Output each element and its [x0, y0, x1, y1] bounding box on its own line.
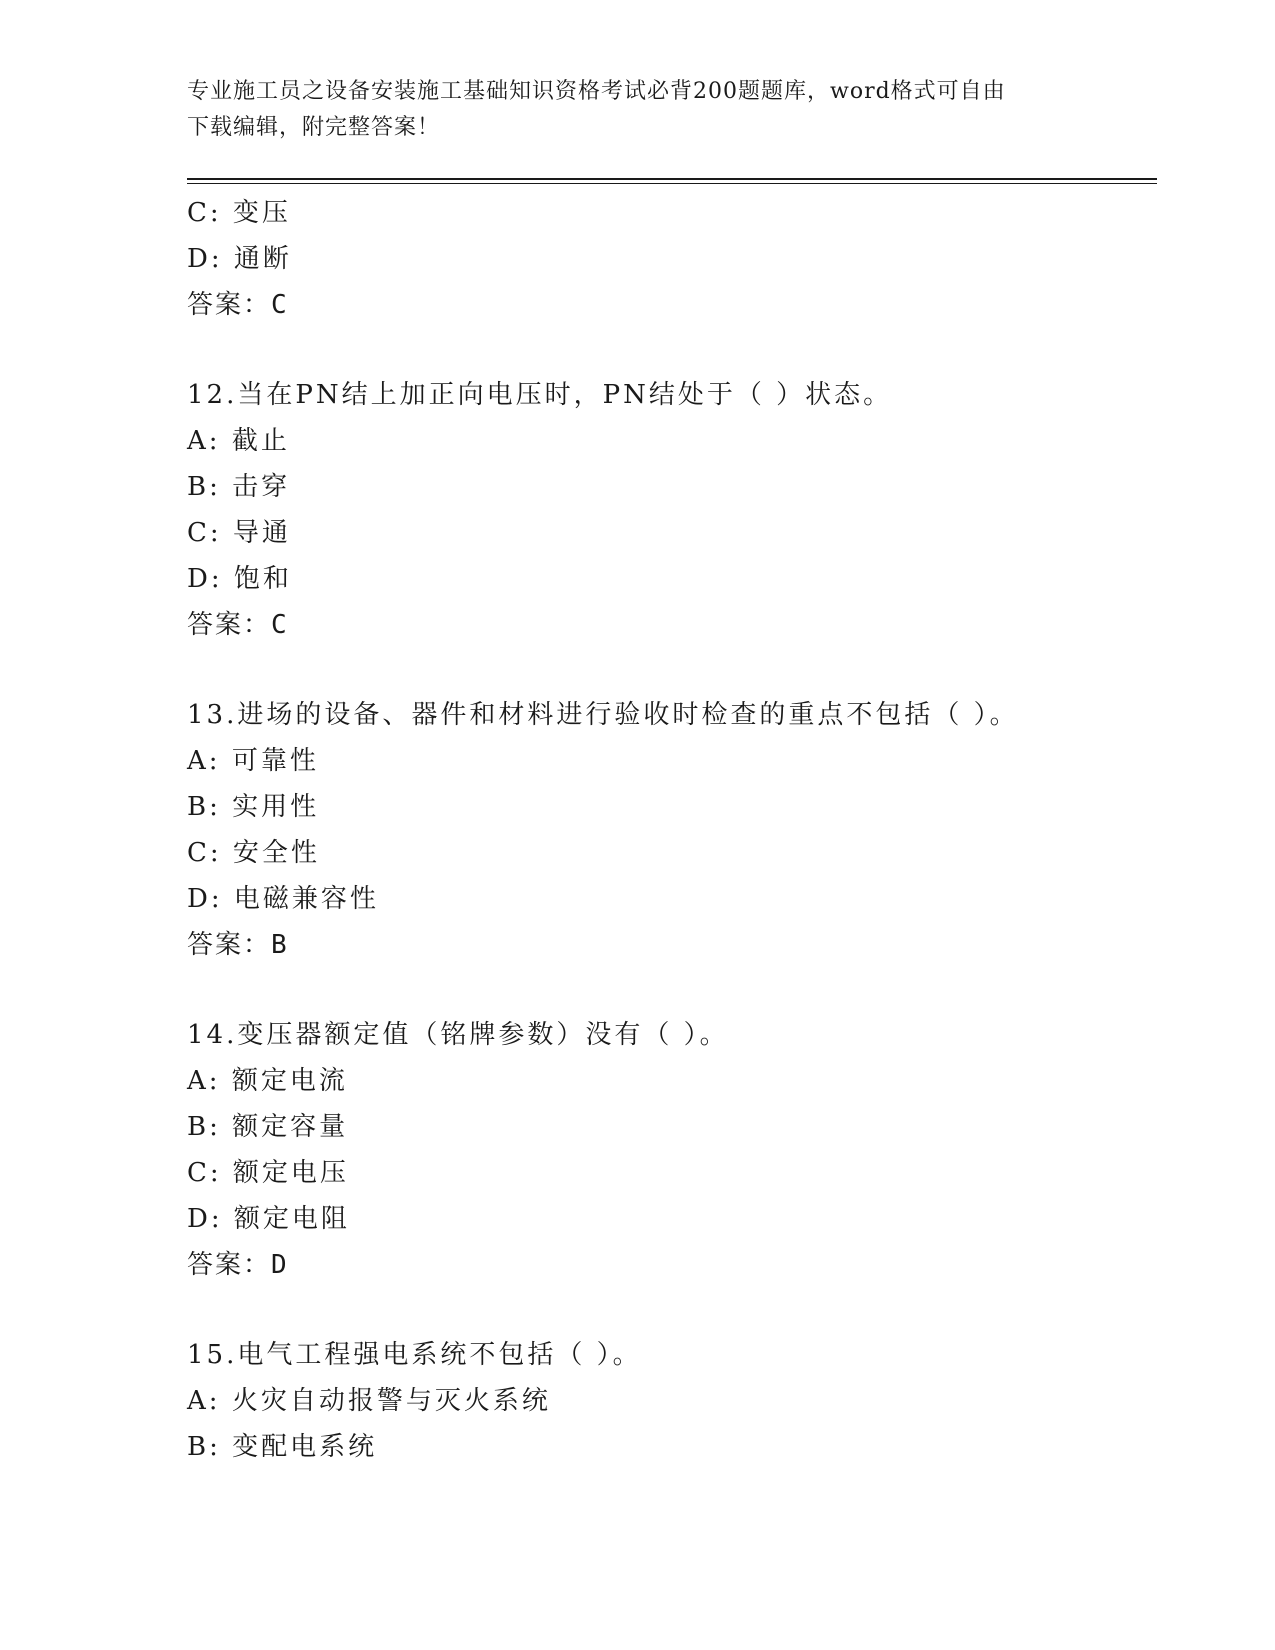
option-line: [187, 784, 1157, 830]
question-stem: 15.电气工程强电系统不包括（ ）。: [187, 1340, 642, 1370]
option-label: D:: [187, 244, 223, 274]
header-divider-thick: [187, 178, 1157, 180]
option-line: [187, 830, 1157, 876]
option-label: C:: [187, 1158, 222, 1188]
option-line: [187, 464, 1157, 510]
option-line: [187, 1196, 1157, 1242]
option-text: 通断: [233, 244, 292, 274]
answer-label: 答案：: [187, 290, 272, 320]
option-line: [187, 236, 1157, 282]
answer-value: C: [271, 290, 287, 320]
question-13: [187, 692, 1157, 968]
option-label: B:: [187, 472, 221, 502]
option-label: D:: [187, 1204, 223, 1234]
header-line-2: 下载编辑，附完整答案！: [187, 115, 441, 140]
document-header: [187, 74, 1057, 146]
option-label: A:: [187, 746, 221, 776]
option-text: 额定容量: [232, 1112, 349, 1142]
answer-line: [187, 282, 1157, 328]
option-line: [187, 1104, 1157, 1150]
answer-line: [187, 1242, 1157, 1288]
answer-label: 答案：: [187, 930, 272, 960]
option-label: A:: [187, 426, 221, 456]
option-text: 导通: [232, 518, 291, 548]
option-label: C:: [187, 838, 222, 868]
option-label: B:: [187, 1432, 221, 1462]
option-text: 击穿: [232, 472, 291, 502]
option-line: [187, 738, 1157, 784]
option-line: [187, 556, 1157, 602]
option-text: 电磁兼容性: [233, 884, 379, 914]
option-text: 变配电系统: [232, 1432, 378, 1462]
question-fragment: [187, 190, 1157, 328]
option-label: C:: [187, 518, 222, 548]
answer-value: D: [271, 1250, 287, 1280]
header-divider-thin: [187, 183, 1157, 184]
option-label: B:: [187, 1112, 221, 1142]
question-15: [187, 1332, 1157, 1470]
question-12: [187, 372, 1157, 648]
question-list: [187, 190, 1157, 1470]
option-line: [187, 190, 1157, 236]
option-line: [187, 510, 1157, 556]
option-text: 可靠性: [231, 746, 319, 776]
option-line: [187, 1424, 1157, 1470]
option-line: [187, 1058, 1157, 1104]
answer-label: 答案：: [187, 610, 272, 640]
question-stem: 13.进场的设备、器件和材料进行验收时检查的重点不包括（ ）。: [187, 700, 1019, 730]
option-line: [187, 418, 1157, 464]
document-page: [187, 0, 1157, 1650]
option-text: 安全性: [232, 838, 320, 868]
option-text: 额定电阻: [233, 1204, 350, 1234]
question-stem: 12.当在PN结上加正向电压时，PN结处于（ ）状态。: [187, 380, 893, 410]
option-line: [187, 876, 1157, 922]
option-label: A:: [187, 1386, 221, 1416]
option-text: 变压: [232, 198, 291, 228]
option-line: [187, 1378, 1157, 1424]
option-text: 额定电流: [231, 1066, 348, 1096]
header-line-1: 专业施工员之设备安装施工基础知识资格考试必背200题题库，word格式可自由: [187, 79, 1006, 104]
question-14: [187, 1012, 1157, 1288]
option-label: A:: [187, 1066, 221, 1096]
answer-line: [187, 922, 1157, 968]
option-line: [187, 1150, 1157, 1196]
option-text: 截止: [231, 426, 290, 456]
option-label: D:: [187, 884, 223, 914]
answer-label: 答案：: [187, 1250, 272, 1280]
question-stem: 14.变压器额定值（铭牌参数）没有（ ）。: [187, 1020, 729, 1050]
answer-line: [187, 602, 1157, 648]
option-text: 火灾自动报警与灭火系统: [231, 1386, 551, 1416]
option-text: 饱和: [233, 564, 292, 594]
option-label: B:: [187, 792, 221, 822]
answer-value: B: [271, 930, 287, 960]
option-label: D:: [187, 564, 223, 594]
option-text: 额定电压: [232, 1158, 349, 1188]
option-text: 实用性: [232, 792, 320, 822]
option-label: C:: [187, 198, 222, 228]
answer-value: C: [271, 610, 287, 640]
